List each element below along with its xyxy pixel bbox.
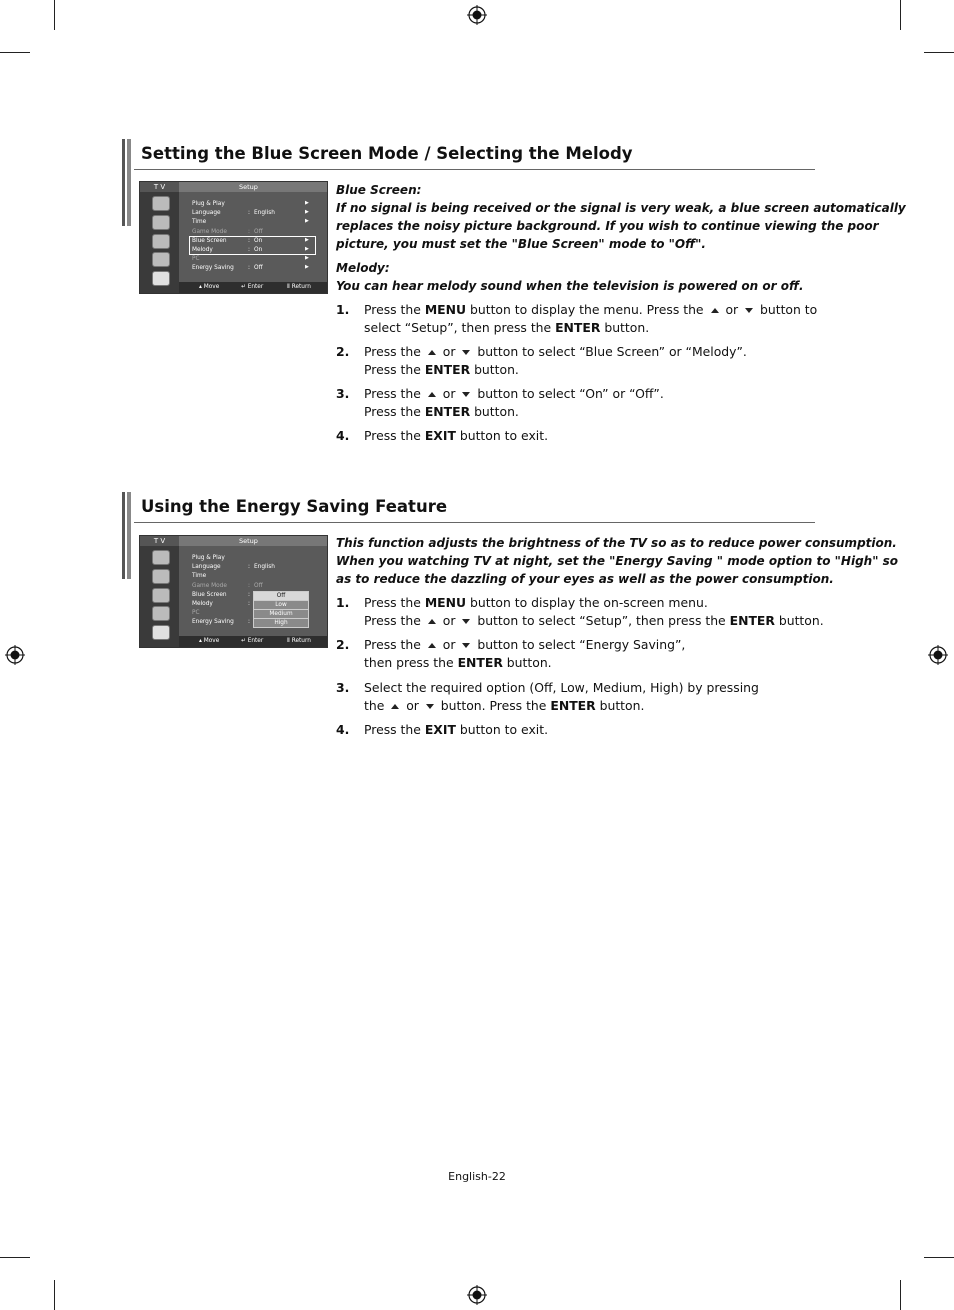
section-bar — [122, 139, 131, 226]
footer-return: Ⅱ Return — [287, 638, 311, 644]
crop-mark — [924, 1257, 954, 1258]
section-rule — [134, 169, 815, 170]
menu-row: Game Mode : Off — [192, 582, 263, 589]
step-text: Press the MENU button to display the menu. Press the or button to — [364, 302, 818, 317]
footer-return: Ⅱ Return — [287, 284, 311, 290]
menu-row: Time — [192, 219, 207, 226]
tv-menu-screenshot — [139, 181, 328, 294]
footer-move: ▴ Move — [199, 284, 220, 290]
menu-row-colon: : — [248, 210, 250, 217]
step-text: the or button. Press the ENTER button. — [364, 698, 645, 713]
intro-label: Melody: — [336, 261, 390, 275]
registration-mark-icon — [5, 645, 25, 665]
menu-row: Game Mode : Off — [192, 228, 263, 235]
menu-row-value: Off — [254, 265, 263, 272]
step-text: select “Setup”, then press the ENTER button. — [364, 320, 650, 335]
menu-row: Energy Saving : Off — [192, 265, 263, 272]
step-number: 2. — [336, 637, 350, 652]
crop-mark — [900, 1280, 901, 1310]
step-text: Press the ENTER button. — [364, 362, 519, 377]
registration-mark-icon — [928, 645, 948, 665]
section-title: Using the Energy Saving Feature — [141, 497, 448, 516]
menu-row: Plug & Play — [192, 201, 225, 207]
footer-move: ▴ Move — [199, 638, 220, 644]
footer-enter: ↵ Enter — [241, 638, 264, 644]
intro-line: picture, you must set the "Blue Screen" mode to "Off". — [336, 237, 706, 251]
tv-label: T V — [140, 536, 179, 546]
menu-header-title: Setup — [239, 537, 258, 545]
menu-row-colon: : — [248, 237, 250, 244]
crop-mark — [900, 0, 901, 30]
section-bar — [122, 492, 131, 579]
chevron-right-icon: ▶ — [305, 264, 309, 271]
chevron-right-icon: ▶ — [305, 236, 309, 243]
menu-row: Language : English — [192, 210, 275, 217]
menu-row-colon: : — [248, 601, 250, 607]
step-number: 3. — [336, 680, 350, 695]
menu-selection-highlight — [189, 236, 316, 255]
menu-category-icon — [152, 271, 170, 286]
menu-row-colon: : — [248, 582, 250, 589]
page-number: English-22 — [448, 1170, 506, 1183]
crop-mark — [0, 1257, 30, 1258]
menu-row: Time — [192, 573, 207, 580]
menu-row-colon: : — [248, 564, 250, 571]
down-arrow-icon — [462, 619, 470, 624]
menu-row-value: Off — [254, 582, 263, 589]
down-arrow-icon — [462, 350, 470, 355]
menu-option: Off — [253, 591, 309, 601]
crop-mark — [0, 52, 30, 53]
down-arrow-icon — [745, 308, 753, 313]
menu-row: Plug & Play — [192, 555, 225, 561]
crop-mark — [54, 1280, 55, 1310]
menu-category-icon — [152, 625, 170, 640]
chevron-right-icon: ▶ — [305, 218, 309, 225]
step-number: 1. — [336, 595, 350, 610]
menu-row-value: On — [254, 237, 263, 244]
menu-row: Blue Screen : On — [192, 237, 263, 244]
menu-option: Low — [253, 600, 309, 610]
intro-line: This function adjusts the brightness of the TV so as to reduce power consumption. — [336, 536, 897, 550]
footer-enter: ↵ Enter — [241, 284, 264, 290]
intro-line: You can hear melody sound when the television is powered on or off. — [336, 279, 804, 293]
intro-line: When you watching TV at night, set the "Energy Saving " mode option to "High" so — [336, 554, 899, 568]
up-arrow-icon — [428, 350, 436, 355]
menu-row-colon: : — [248, 228, 250, 235]
menu-header — [179, 536, 327, 546]
menu-header — [179, 182, 327, 192]
step-text: then press the ENTER button. — [364, 655, 552, 670]
menu-footer — [179, 636, 327, 647]
menu-category-icon — [152, 550, 170, 565]
section-rule — [134, 522, 815, 523]
chevron-right-icon: ▶ — [305, 209, 309, 216]
step-number: 4. — [336, 428, 350, 443]
step-number: 3. — [336, 386, 350, 401]
menu-row: Melody : — [192, 601, 250, 607]
menu-row: PC — [192, 256, 200, 263]
step-number: 1. — [336, 302, 350, 317]
section-title: Setting the Blue Screen Mode / Selecting the Melody — [141, 144, 633, 163]
menu-footer — [179, 282, 327, 293]
menu-row-colon: : — [248, 619, 250, 626]
step-number: 4. — [336, 722, 350, 737]
down-arrow-icon — [426, 704, 434, 709]
menu-row: Energy Saving : — [192, 619, 250, 626]
chevron-right-icon: ▶ — [305, 246, 309, 252]
menu-header-title: Setup — [239, 183, 258, 191]
intro-line: as to reduce the dazzling of your eyes as well as the power consumption. — [336, 572, 834, 586]
menu-row: Melody : On — [192, 247, 263, 253]
menu-row-value: English — [254, 210, 275, 217]
menu-row-colon: : — [248, 247, 250, 253]
menu-category-icon — [152, 215, 170, 230]
crop-mark — [924, 52, 954, 53]
down-arrow-icon — [462, 392, 470, 397]
menu-category-icon — [152, 569, 170, 584]
registration-mark-icon — [467, 5, 487, 25]
intro-label: Blue Screen: — [336, 183, 422, 197]
chevron-right-icon: ▶ — [305, 255, 309, 262]
tv-label: T V — [140, 182, 179, 192]
menu-category-icon — [152, 588, 170, 603]
intro-line: replaces the noisy picture background. If you wish to continue viewing the poor — [336, 219, 879, 233]
menu-row: PC — [192, 610, 200, 617]
menu-row-colon: : — [248, 591, 250, 598]
menu-row: Blue Screen : — [192, 591, 250, 598]
chevron-right-icon: ▶ — [305, 200, 309, 206]
step-text: Press the or button to select “Blue Screen” or “Melody”. — [364, 344, 747, 359]
down-arrow-icon — [462, 643, 470, 648]
crop-mark — [54, 0, 55, 30]
step-number: 2. — [336, 344, 350, 359]
tv-menu-screenshot — [139, 535, 328, 648]
menu-category-icon — [152, 196, 170, 211]
step-text: Press the EXIT button to exit. — [364, 428, 549, 443]
menu-row-colon: : — [248, 265, 250, 272]
menu-option: Medium — [253, 609, 309, 619]
menu-category-icon — [152, 252, 170, 267]
step-text: Press the EXIT button to exit. — [364, 722, 549, 737]
registration-mark-icon — [467, 1285, 487, 1305]
up-arrow-icon — [711, 308, 719, 313]
up-arrow-icon — [428, 643, 436, 648]
step-text: Press the or button to select “On” or “Off”. — [364, 386, 664, 401]
menu-row-value: Off — [254, 228, 263, 235]
up-arrow-icon — [391, 704, 399, 709]
step-text: Press the ENTER button. — [364, 404, 519, 419]
step-text: Press the or button to select “Energy Saving”, — [364, 637, 686, 652]
step-text: Select the required option (Off, Low, Medium, High) by pressing — [364, 680, 759, 695]
menu-row: Language : English — [192, 564, 275, 571]
intro-line: If no signal is being received or the signal is very weak, a blue screen automatically — [336, 201, 906, 215]
up-arrow-icon — [428, 619, 436, 624]
menu-category-icon — [152, 606, 170, 621]
menu-row-value: On — [254, 247, 263, 253]
step-text: Press the or button to select “Setup”, then press the ENTER button. — [364, 613, 824, 628]
menu-category-icon — [152, 234, 170, 249]
up-arrow-icon — [428, 392, 436, 397]
menu-row-value: English — [254, 564, 275, 571]
menu-option: High — [253, 618, 309, 628]
step-text: Press the MENU button to display the on-screen menu. — [364, 595, 708, 610]
